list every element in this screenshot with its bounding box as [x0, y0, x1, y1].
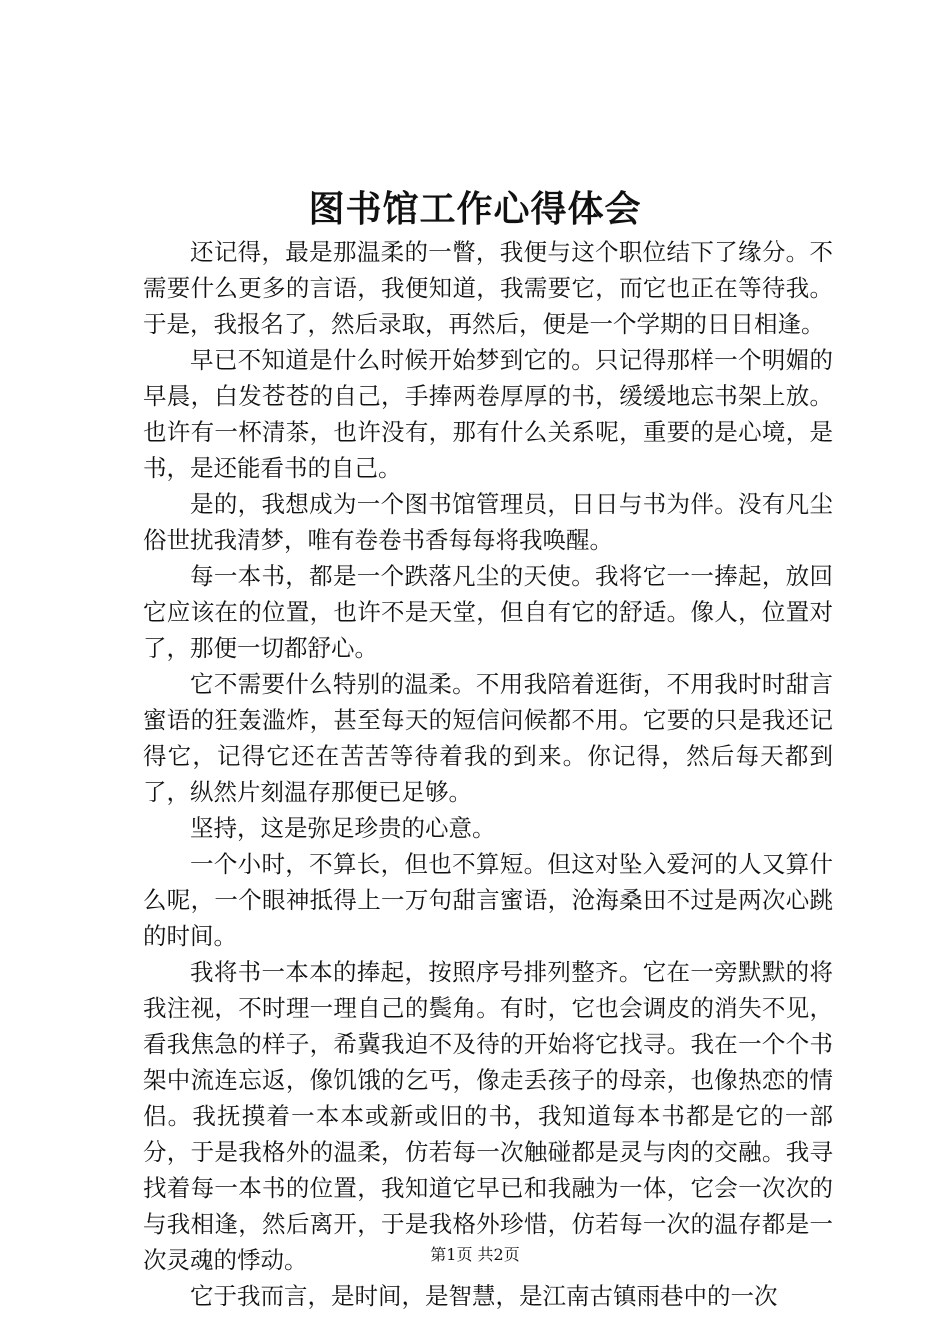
paragraph-3: 是的，我想成为一个图书馆管理员，日日与书为伴。没有凡尘俗世扰我清梦，唯有卷卷书香每每将我唤醒。: [143, 490, 833, 554]
paragraph-5: 它不需要什么特别的温柔。不用我陪着逛街，不用我时时甜言蜜语的狂轰滥炸，甚至每天的短信问候都不用。它要的只是我还记得它，记得它还在苦苦等待着我的到来。你记得，然后每天都到了，纵然片刻温存那便已足够。: [143, 670, 833, 806]
paragraph-4: 每一本书，都是一个跌落凡尘的天使。我将它一一捧起，放回它应该在的位置，也许不是天堂，但自有它的舒适。像人，位置对了，那便一切都舒心。: [143, 562, 833, 662]
paragraph-7: 一个小时，不算长，但也不算短。但这对坠入爱河的人又算什么呢，一个眼神抵得上一万句甜言蜜语，沧海桑田不过是两次心跳的时间。: [143, 850, 833, 950]
document-title: 图书馆工作心得体会: [308, 188, 642, 230]
paragraph-6: 坚持，这是弥足珍贵的心意。: [190, 814, 496, 842]
page-number-label: 第1页 共2页: [430, 1245, 520, 1264]
paragraph-1: 还记得，最是那温柔的一瞥，我便与这个职位结下了缘分。不需要什么更多的言语，我便知道，我需要它，而它也正在等待我。于是，我报名了，然后录取，再然后，便是一个学期的日日相逢。: [143, 238, 833, 338]
paragraph-9: 它于我而言，是时间，是智慧，是江南古镇雨巷中的一次: [190, 1282, 778, 1310]
paragraph-8: 我将书一本本的捧起，按照序号排列整齐。它在一旁默默的将我注视，不时理一理自己的鬓角。有时，它也会调皮的消失不见，看我焦急的样子，希冀我迫不及待的开始将它找寻。我在一个个书架中流连忘返，像饥饿的乞丐，像走丢孩子的母亲，也像热恋的情侣。我抚摸着一本本或新或旧的书，我知道每本书都是它的一部分，于是我格外的温柔，仿若每一次触碰都是灵与肉的交融。我寻找着每一本书的位置，我知道它早已和我融为一体，它会一次次的与我相逢，然后离开，于是我格外珍惜，仿若每一次的温存都是一次灵魂的悸动。: [143, 958, 833, 1274]
document-body: [143, 234, 833, 1314]
page-footer: [0, 1243, 950, 1267]
paragraph-2: 早已不知道是什么时候开始梦到它的。只记得那样一个明媚的早晨，白发苍苍的自己，手捧两卷厚厚的书，缓缓地忘书架上放。也许有一杯清茶，也许没有，那有什么关系呢，重要的是心境，是书，是还能看书的自己。: [143, 346, 833, 482]
